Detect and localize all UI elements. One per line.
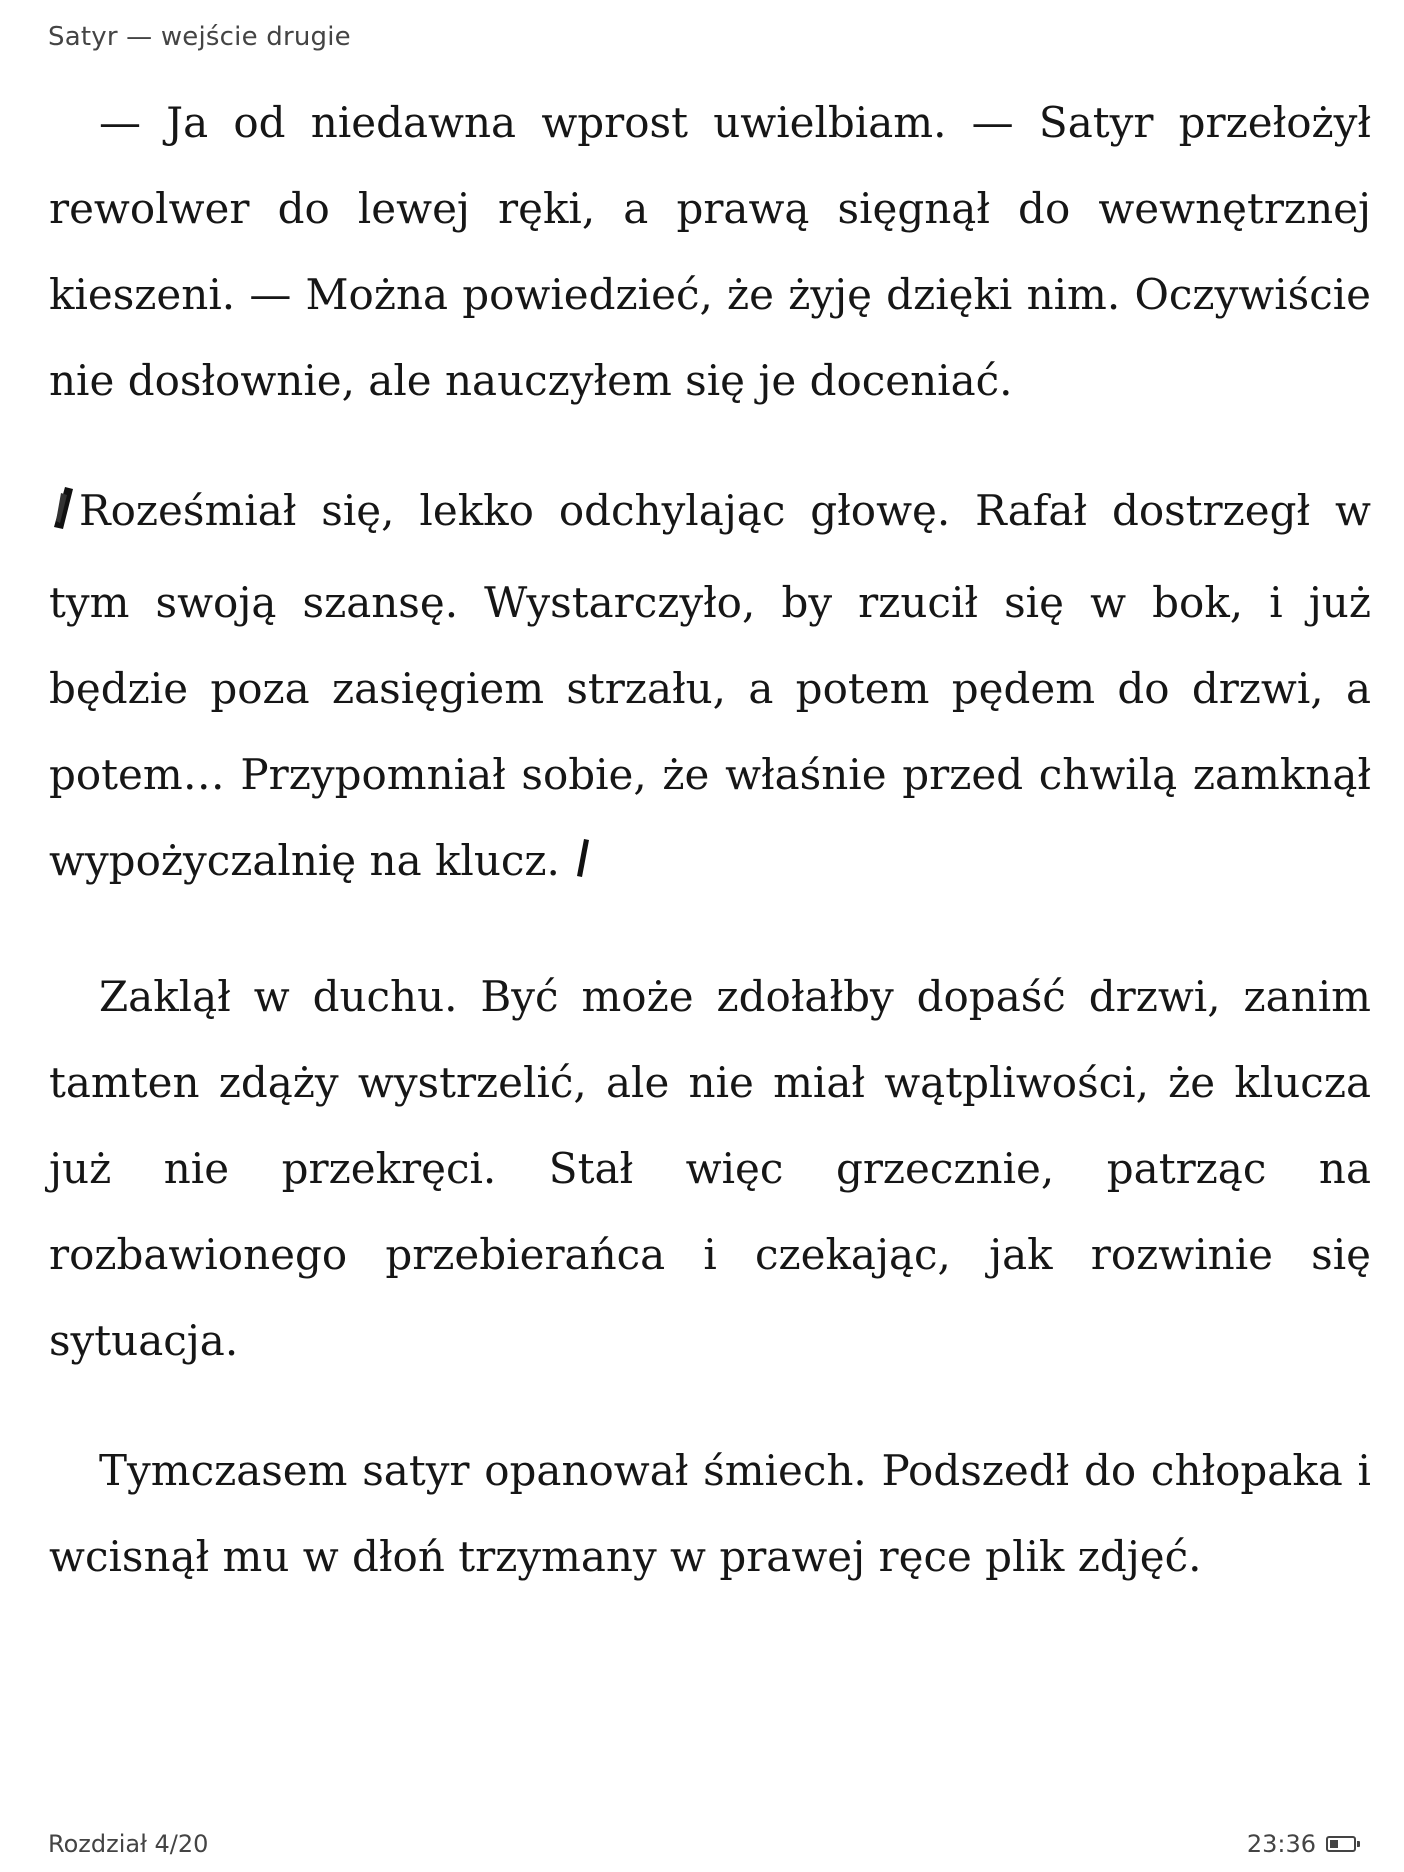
status-area: [1247, 1830, 1356, 1858]
battery-level: [1330, 1840, 1338, 1848]
highlight-start-marker-icon[interactable]: [51, 474, 77, 560]
paragraph-1[interactable]: — Ja od niedawna wprost uwielbiam. — Satyr przełożył rewolwer do lewej ręki, a prawą sięgnął do wewnętrznej kieszeni. — Można powiedzieć, że żyję dzięki nim. Oczywiście nie dosłownie, ale nauczyłem się je doceniać.: [49, 98, 1371, 405]
reading-page[interactable]: [49, 80, 1371, 1644]
paragraph-3[interactable]: Zaklął w duchu. Być może zdołałby dopaść drzwi, zanim tamten zdąży wystrzelić, ale nie miał wątpliwości, że klucza już nie przekręci. Stał więc grzecznie, patrząc na rozbawionego przebierańca i czekając, jak rozwinie się sytuacja.: [49, 972, 1371, 1365]
clock: 23:36: [1246, 1830, 1316, 1858]
paragraph-2[interactable]: [49, 468, 1371, 910]
book-title: Satyr — wejście drugie: [48, 22, 351, 52]
battery-icon: [1326, 1836, 1356, 1852]
chapter-indicator: Rozdział 4/20: [48, 1830, 209, 1858]
highlighted-text: Roześmiał się, lekko odchylając głowę. Rafał dostrzegł w tym swoją szansę. Wystarczyło, by rzucił się w bok, i już będzie poza zasięgiem strzału, a potem pędem do drzwi, a potem… Przypomniał sobie, że właśnie przed chwilą zamknął wypożyczalnię na klucz.: [49, 486, 1371, 885]
paragraph-4[interactable]: Tymczasem satyr opanował śmiech. Podszedł do chłopaka i wcisnął mu w dłoń trzymany w prawej ręce plik zdjęć.: [49, 1446, 1371, 1581]
highlight-end-marker-icon[interactable]: [575, 824, 591, 910]
